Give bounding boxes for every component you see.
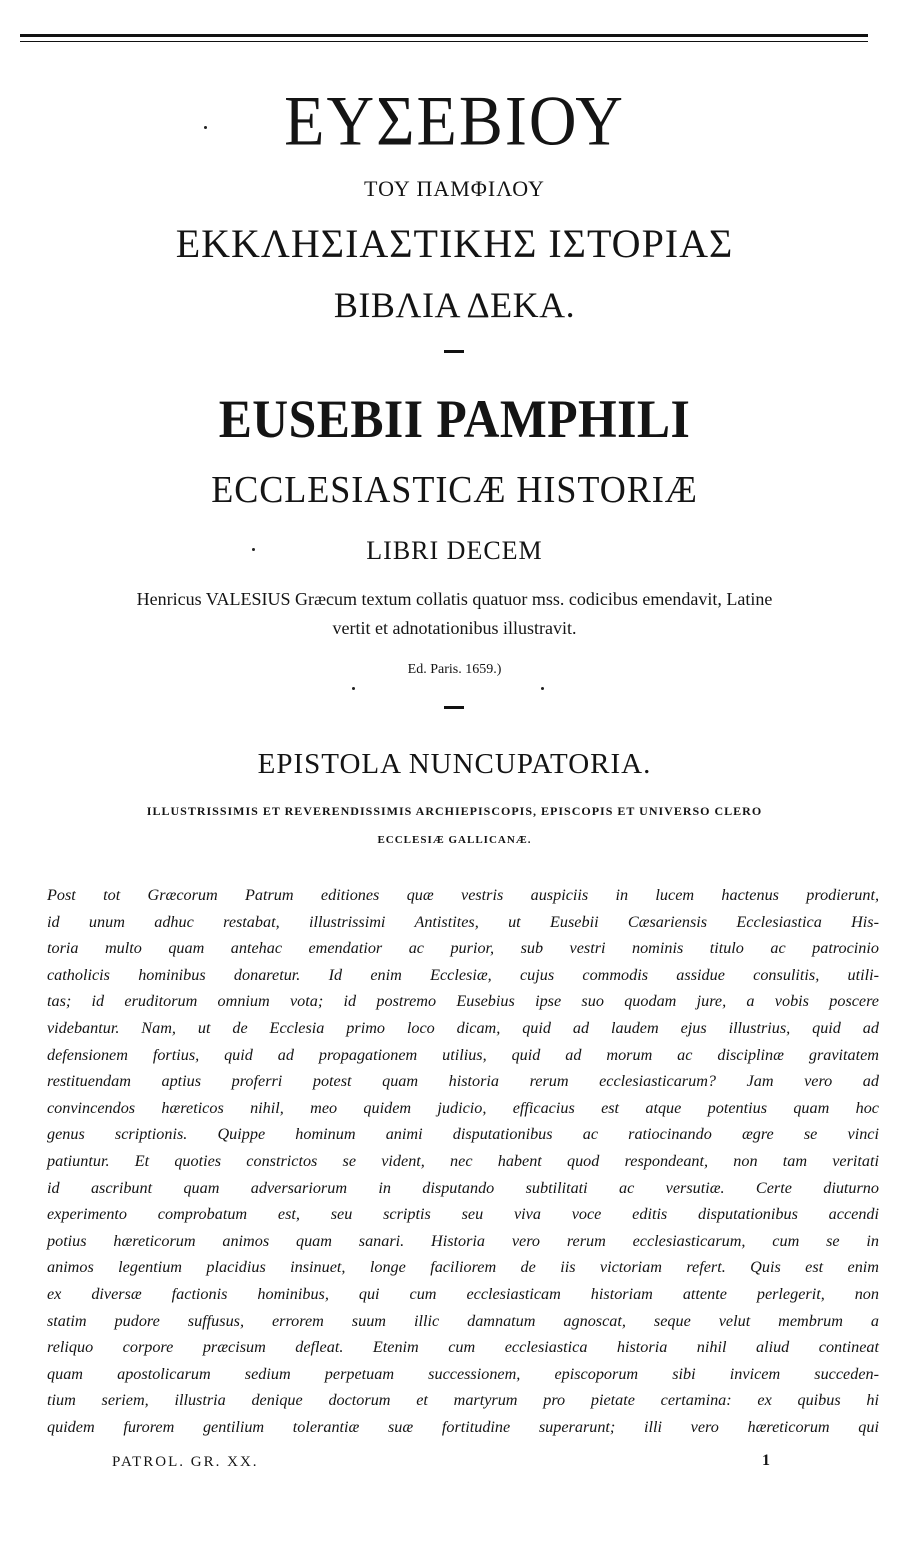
section-divider-dash — [444, 706, 464, 709]
body-text-line: quidem furorem gentilium tolerantiæ suæ fortitudine superarunt; illi vero hæreticorum qui — [47, 1417, 879, 1436]
print-speck — [541, 687, 544, 690]
body-text-line: potius hæreticorum animos quam sanari. Historia vero rerum ecclesiasticarum, cum se in — [47, 1231, 879, 1250]
greek-history-title: ΕΚΚΛΗΣΙΑΣΤΙΚΗΣ ΙΣΤΟΡΙΑΣ — [175, 221, 734, 266]
dedication-line-1: ILLUSTRISSIMIS ET REVERENDISSIMIS ARCHIEPISCOPIS, EPISCOPIS ET UNIVERSO CLERO — [146, 804, 763, 818]
editor-note-line-2: vertit et adnotationibus illustravit. — [332, 618, 577, 638]
top-double-rule — [20, 34, 868, 42]
body-text-line: catholicis hominibus donaretur. Id enim Ecclesiæ, cujus commodis assidue consulitis, utili- — [47, 965, 879, 984]
greek-subtitle: ΤΟΥ ΠΑΜΦΙΛΟΥ — [364, 176, 545, 201]
greek-books-line: ΒΙΒΛΙΑ ΔΕΚΑ. — [333, 285, 576, 325]
greek-title: ΕΥΣΕΒΙΟΥ — [284, 82, 625, 161]
print-speck — [204, 126, 207, 129]
body-text-line: convincendos hæreticos nihil, meo quidem judicio, efficacius est atque potentius quam hoc — [47, 1098, 879, 1117]
body-text-line: patiuntur. Et quoties constrictos se vident, nec habent quod respondeant, non tam veritati — [47, 1151, 879, 1170]
body-text-line: reliquo corpore præcisum defleat. Etenim cum ecclesiastica historia nihil aliud contineat — [47, 1338, 879, 1357]
body-text-line: experimento comprobatum est, seu scriptis seu viva voce editis disputationibus accendi — [47, 1205, 879, 1224]
body-text-line: id ascribunt quam adversariorum in disputando subtilitati ac versutiæ. Certe diuturno — [47, 1178, 879, 1197]
body-text-line: tas; id eruditorum omnium vota; id postremo Eusebius ipse suo quodam jure, a vobis poscere — [47, 992, 879, 1011]
body-text-line: ex diversæ factionis hominibus, qui cum ecclesiasticam historiam attente perlegerit, non — [47, 1284, 879, 1303]
epistola-body — [47, 882, 879, 1440]
body-text-line: genus scriptionis. Quippe hominum animi disputationibus ac ratiocinando ægre se vinci — [47, 1125, 879, 1144]
body-text-line: id unum adhuc restabat, illustrissimi Antistites, ut Eusebii Cæsariensis Ecclesiastica His- — [47, 912, 879, 931]
body-text-line: tium seriem, illustria denique doctorum et martyrum pro pietate certamina: ex quibus hi — [47, 1391, 879, 1410]
latin-title: EUSEBII PAMPHILI — [218, 389, 691, 449]
body-text-line: statim pudore suffusus, errorem suum illic damnatum agnoscat, seque velut membrum a — [47, 1311, 879, 1330]
latin-books-line: LIBRI DECEM — [366, 536, 543, 565]
epistola-title: EPISTOLA NUNCUPATORIA. — [257, 748, 652, 780]
body-text-line: defensionem fortius, quid ad propagationem utilius, quid ad morum ac disciplinæ gravitatem — [47, 1045, 879, 1064]
edition-note: Ed. Paris. 1659.) — [407, 662, 502, 677]
body-text-line: restituendam aptius proferri potest quam historia rerum ecclesiasticarum? Jam vero ad — [47, 1072, 879, 1091]
footer-sheet-number: 1 — [762, 1452, 770, 1469]
body-text-line: videbantur. Nam, ut de Ecclesia primo loco dicam, quid ad laudem ejus illustrius, quid ad — [47, 1018, 879, 1037]
latin-subtitle: ECCLESIASTICÆ HISTORIÆ — [211, 469, 698, 511]
print-speck — [252, 548, 255, 551]
body-text-line: toria multo quam antehac emendatior ac purior, sub vestri nominis titulo ac patrocinio — [47, 939, 879, 958]
section-divider-dash — [444, 350, 464, 353]
footer-signature: PATROL. GR. XX. — [112, 1454, 259, 1470]
print-speck — [352, 687, 355, 690]
editor-note-line-1: Henricus VALESIUS Græcum textum collatis quatuor mss. codicibus emendavit, Latine — [136, 589, 773, 609]
dedication-line-2: ECCLESIÆ GALLICANÆ. — [377, 834, 532, 846]
body-text-line: animos legentium placidius insinuet, longe faciliorem de iis victoriam refert. Quis est enim — [47, 1258, 879, 1277]
body-text-line: quam apostolicarum sedium perpetuam successionem, episcoporum sibi invicem succeden- — [47, 1364, 879, 1383]
body-text-line: Post tot Græcorum Patrum editiones quæ vestris auspiciis in lucem hactenus prodierunt, — [47, 886, 879, 904]
